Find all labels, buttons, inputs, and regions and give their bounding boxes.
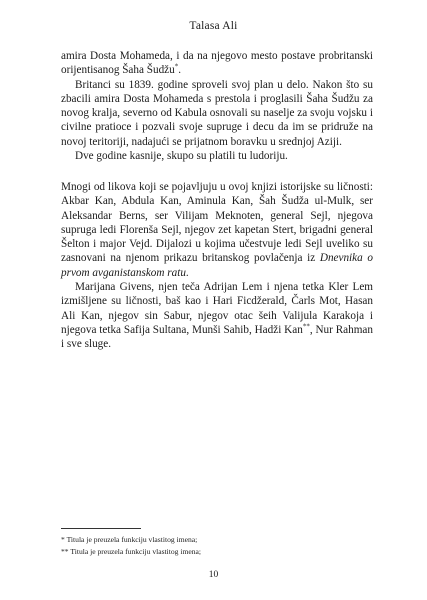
paragraph-text: , Nur Rahman i sve sluge.: [61, 323, 373, 351]
running-head: Talasa Ali: [189, 20, 238, 32]
footnote-text: Titula je preuzela funkciju vlastitog imena;: [66, 535, 198, 544]
body-section-one: [61, 49, 373, 163]
paragraph: Dve godine kasnije, skupo su platili tu ludoriju.: [75, 150, 288, 163]
footnote-mark: **: [61, 547, 69, 556]
paragraph-text: .: [185, 266, 189, 279]
footnote: [61, 534, 373, 546]
paragraph: Britanci su 1839. godine sproveli svoj plan u delo. Nakon što su zbacili amira Dosta Mohameda s prestola i proglasili Šaha Šudžu za novog kralja, severno od Kabula osnovali su naselje za svoju vojsku i civilne pratioce i pozvali svoje supruge i decu da im se pridruže na novoj teritoriji, nadajući se prijatnom boravku u srednjoj Aziji.: [61, 78, 373, 148]
footnote-text: Titula je preuzela funkciju vlastitog imena;: [70, 547, 202, 556]
footnote-mark: *: [61, 535, 65, 544]
paragraph-text: amira Dosta Mohameda, i da na njegovo mesto postave probritanski orijentisanog Šaha Šudžu: [61, 50, 373, 77]
body-section-two: [61, 180, 373, 352]
footnotes: [61, 534, 373, 558]
paragraph: [61, 180, 373, 280]
paragraph: [61, 49, 373, 78]
footnote: [61, 546, 373, 558]
footnote-marker: *: [174, 62, 179, 71]
page-number: 10: [208, 570, 219, 580]
footnote-divider: [61, 528, 141, 529]
footnote-marker: **: [302, 322, 310, 331]
paragraph-text: Mnogi od likova koji se pojavljuju u ovoj knjizi istorijske su ličnosti: Akbar Kan, Abdula Kan, Aminula Kan, Šah Šudža ul-Mulk, ser Aleksandar Berns, ser Vilijam Meknoten, general Sejl, njegova supruga ledi Florenša Sejl, njegov zet kapetan Stert, brigadni general Šelton i major Vejd. Dijalozi u kojima učestvuje ledi Sejl uveliko su zasnovani na njenom prikazu britanskog povlačenja iz: [61, 181, 373, 265]
paragraph: [61, 280, 373, 351]
paragraph-text: Marijana Givens, njen teča Adrijan Lem i njena tetka Kler Lem izmišljene su ličnosti, baš kao i Hari Ficdžerald, Čarls Mot, Hasan Ali Kan, njegov sin Sabur, njegov otac šeih Valijula Karakoja i njegova tetka Safija Sultana, Munši Sahib, Hadži Kan: [61, 281, 373, 336]
book-title: Dnevnika o prvom avganistanskom ratu: [61, 252, 373, 279]
paragraph-text: .: [178, 64, 182, 77]
